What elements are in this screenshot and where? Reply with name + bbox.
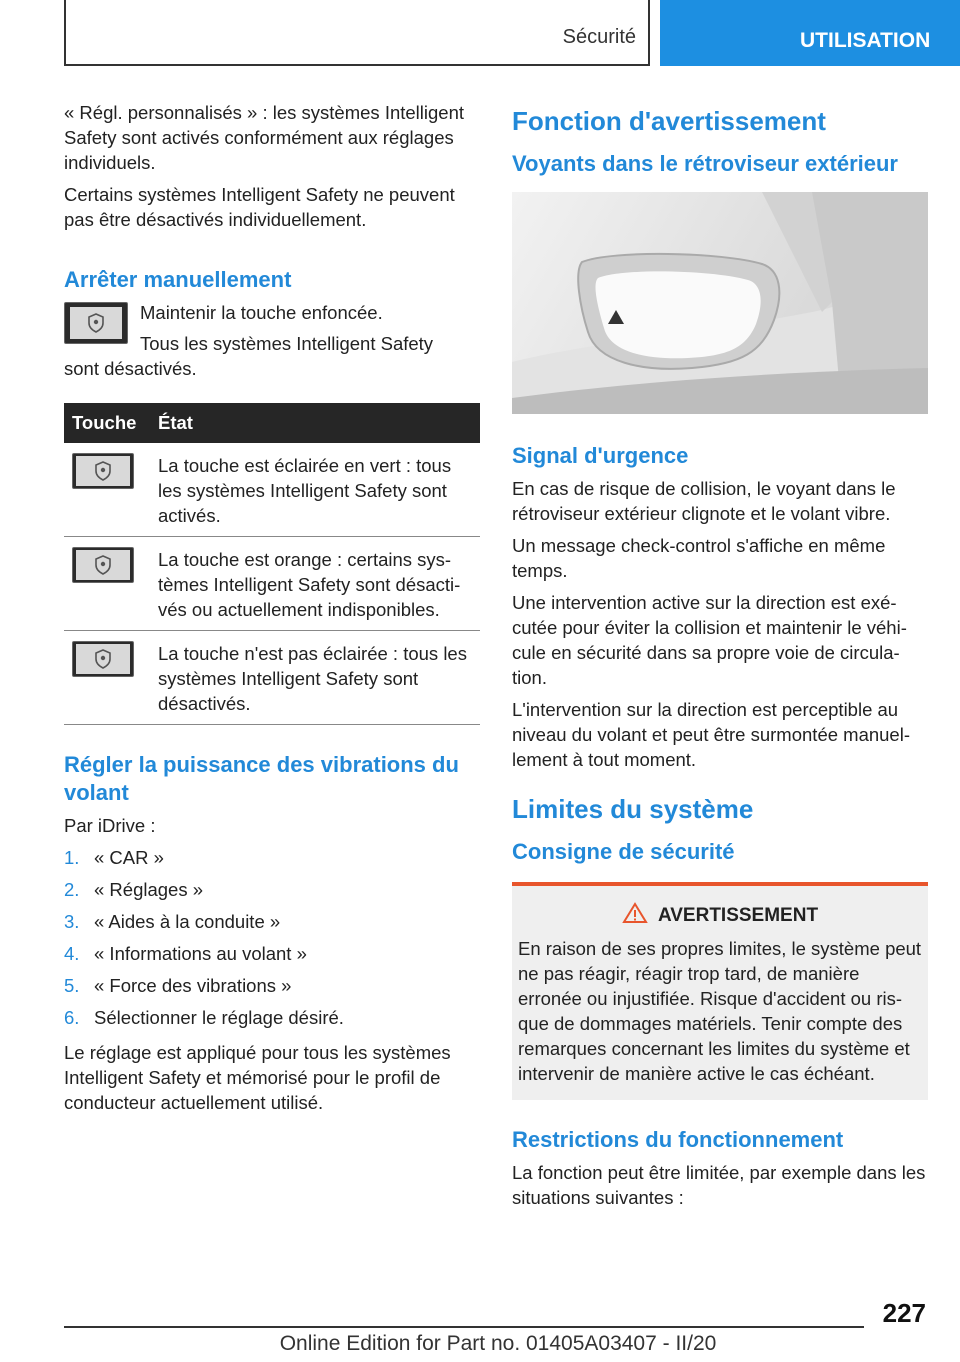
mirror-illustration — [512, 192, 928, 414]
manual-stop-heading: Arrêter manuellement — [64, 267, 292, 292]
outro-paragraph: Le réglage est appliqué pour tous les systèmes Intelligent Safety et mémorisé pour le profil de conducteur actuellement utilisé. — [64, 1042, 451, 1113]
table-cell-status: La touche n'est pas éclairée : tous les systèmes Intelligent Safety sont désactivés. — [150, 631, 480, 725]
list-item: 5. « Force des vibrations » — [64, 975, 292, 996]
page-number: 227 — [882, 1298, 926, 1328]
status-table — [64, 403, 480, 725]
table-header-key: Touche — [64, 403, 150, 443]
function-heading: Fonction d'avertissement — [512, 106, 826, 136]
urgency-paragraph-4: L'intervention sur la direction est perceptible au niveau du volant et peut être surmontée manuel-lement à tout moment. — [512, 699, 910, 770]
header-box — [64, 0, 650, 66]
warning-title: AVERTISSEMENT — [657, 905, 819, 926]
urgency-paragraph-1: En cas de risque de collision, le voyant dans le rétroviseur extérieur clignote et le volant vibre. — [512, 478, 896, 524]
safety-heading: Consigne de sécurité — [512, 839, 735, 864]
table-row — [64, 537, 480, 631]
restrictions-text: La fonction peut être limitée, par exemple dans les situations suivantes : — [512, 1162, 926, 1208]
mirror-heading: Voyants dans le rétroviseur extérieur — [512, 151, 898, 176]
vibration-heading: Régler la puissance des vibrations du volant — [64, 752, 459, 805]
via-idrive: Par iDrive : — [64, 815, 156, 836]
safety-button-icon — [72, 453, 134, 489]
table-row — [64, 631, 480, 725]
warning-triangle-icon — [622, 902, 648, 930]
list-item: 4. « Informations au volant » — [64, 943, 307, 964]
table-header-state: État — [150, 403, 480, 443]
chapter-tab: UTILISATION — [660, 0, 960, 66]
manual-stop-line3: sont désactivés. — [64, 358, 197, 379]
table-cell-status: La touche est orange : certains sys-tèmes Intelligent Safety sont désacti-vés ou actuellement indisponibles. — [150, 537, 480, 631]
safety-button-icon — [64, 302, 128, 344]
steps-list — [64, 845, 480, 1030]
right-column — [512, 100, 928, 1217]
manual-stop-line1: Maintenir la touche enfoncée. — [140, 302, 383, 323]
list-item: 1. « CAR » — [64, 847, 164, 868]
list-item: 2. « Réglages » — [64, 879, 204, 900]
left-column — [64, 100, 480, 1122]
list-item: 3. « Aides à la conduite » — [64, 911, 281, 932]
restrictions-heading: Restrictions du fonctionnement — [512, 1127, 844, 1152]
warning-text: En raison de ses propres limites, le système peut ne pas réagir, réagir trop tard, de manière erronée ou injustifiée. Risque d'accident ou ris-que de dommages matériels. Tenir compte des remarques concernant les limites du système et intervenir de manière active le cas échéant. — [518, 938, 922, 1084]
safety-button-icon — [72, 641, 134, 677]
urgency-heading: Signal d'urgence — [512, 443, 689, 468]
table-cell-status: La touche est éclairée en vert : tous les systèmes Intelligent Safety sont activés. — [150, 443, 480, 537]
table-row — [64, 443, 480, 537]
urgency-paragraph-2: Un message check-control s'affiche en même temps. — [512, 535, 886, 581]
safety-button-icon — [72, 547, 134, 583]
urgency-paragraph-3: Une intervention active sur la direction est exé-cutée pour éviter la collision et maintenir le véhi-cule en sécurité dans sa propre voie de circula-tion. — [512, 592, 907, 688]
intro-paragraph-1: « Régl. personnalisés » : les systèmes Intelligent Safety sont activés conformément aux réglages individuels. — [64, 102, 465, 173]
manual-stop-block — [64, 300, 480, 381]
manual-stop-line2: Tous les systèmes Intelligent Safety — [140, 333, 434, 354]
limits-heading: Limites du système — [512, 794, 754, 824]
section-title: Sécurité — [562, 26, 636, 48]
footer-divider — [64, 1326, 864, 1328]
edition-footer: Online Edition for Part no. 01405A03407 - II/20 — [279, 1332, 717, 1355]
warning-box — [512, 882, 928, 1100]
intro-paragraph-2: Certains systèmes Intelligent Safety ne peuvent pas être désactivés individuellement. — [64, 184, 455, 230]
list-item: 6. Sélectionner le réglage désiré. — [64, 1007, 344, 1028]
